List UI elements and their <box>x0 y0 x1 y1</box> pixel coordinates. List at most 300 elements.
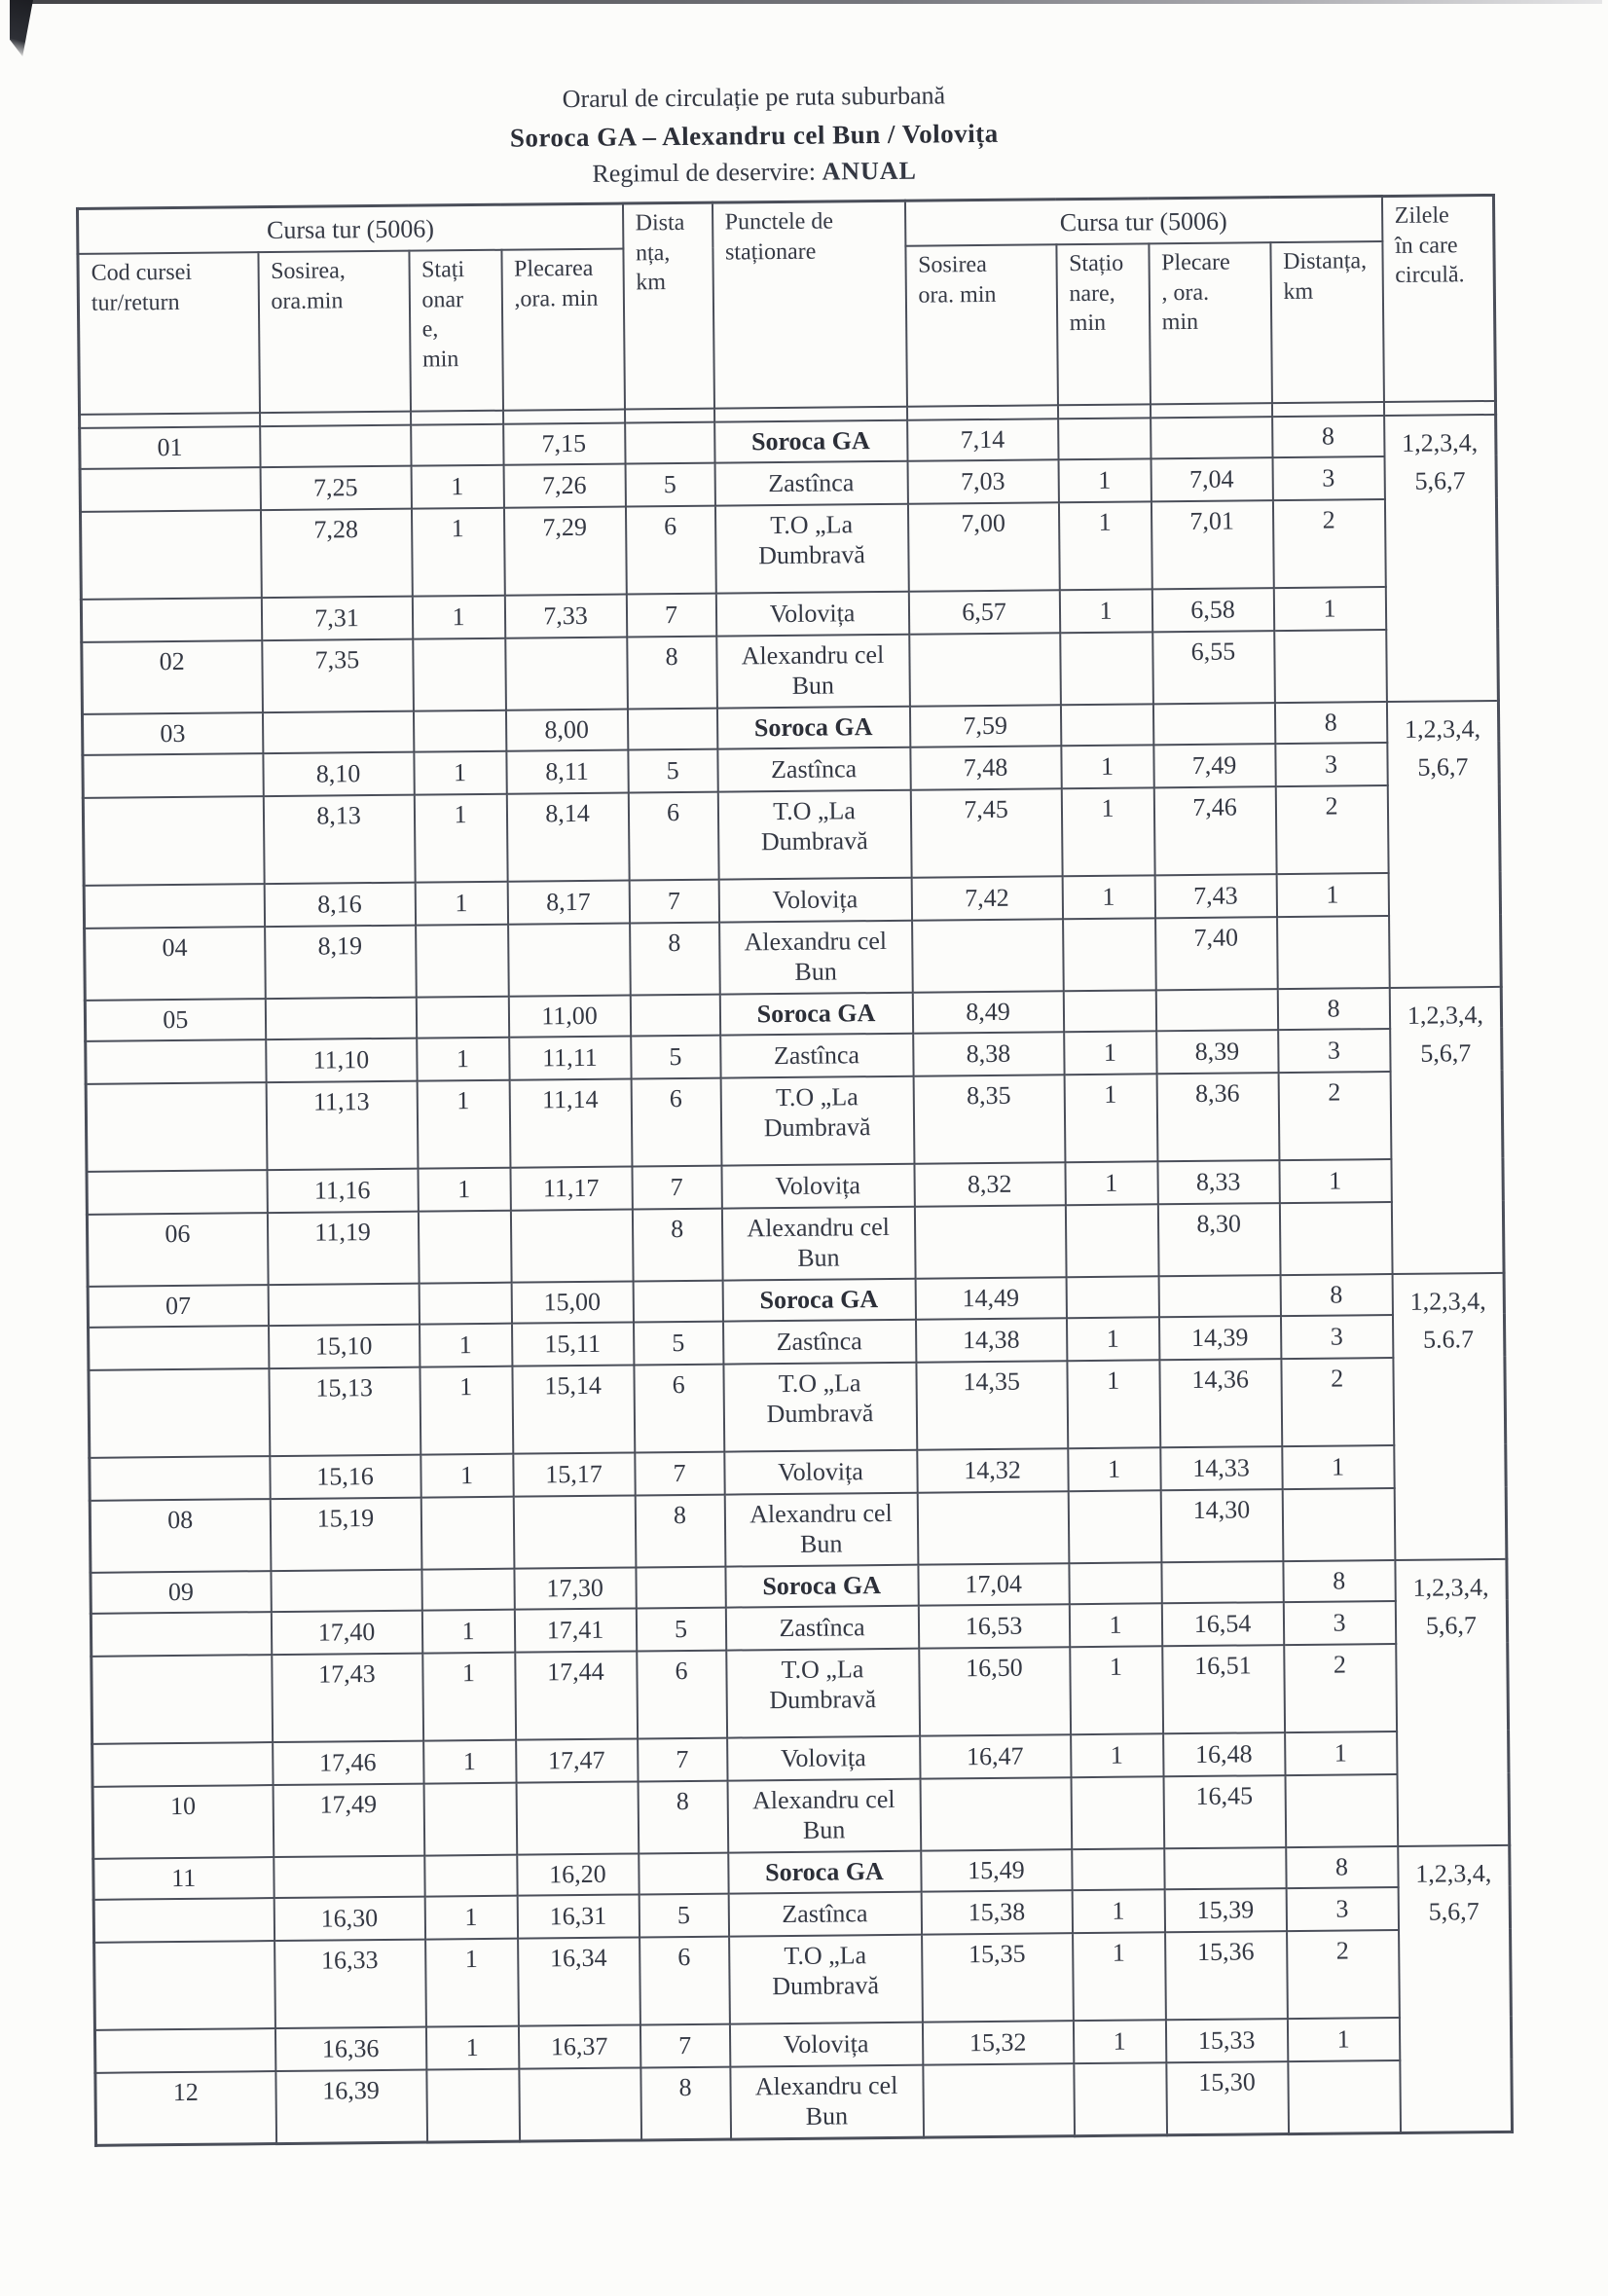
sosirea-tur-cell: 7,28 <box>260 509 412 598</box>
statie-cell: Zastînca <box>728 1892 921 1937</box>
stationare-tur-cell: 1 <box>425 1939 519 2027</box>
cod-cell <box>90 1456 270 1501</box>
distanta-retur-cell: 2 <box>1278 1072 1391 1160</box>
statie-cell: Zastînca <box>714 461 907 506</box>
stationare-retur-cell: 1 <box>1061 745 1153 788</box>
sosirea-retur-cell: 14,35 <box>916 1361 1068 1449</box>
distanta-retur-cell: 2 <box>1284 1644 1397 1732</box>
cod-cell <box>86 1082 267 1172</box>
plecarea-tur-cell: 15,17 <box>513 1452 635 1496</box>
zilele-cell: 1,2,3,4, 5,6,7 <box>1398 1845 1513 2133</box>
sosirea-tur-cell: 11,16 <box>267 1169 418 1213</box>
cod-cell: 12 <box>95 2071 276 2145</box>
stationare-retur-cell <box>1065 1204 1158 1277</box>
stationare-tur-cell: 1 <box>412 596 504 639</box>
stationare-retur-cell <box>1072 1848 1164 1890</box>
cod-cell: 08 <box>90 1499 271 1573</box>
sosirea-retur-cell: 7,45 <box>910 788 1062 877</box>
plecare-retur-cell: 14,39 <box>1159 1316 1281 1360</box>
header-stationare-tur: Stați onar e, min <box>409 250 503 412</box>
header-plecarea-tur: Plecarea ,ora. min <box>501 249 625 411</box>
sosirea-tur-cell <box>265 998 416 1039</box>
distanta-retur-cell: 8 <box>1286 1846 1398 1888</box>
regime-line <box>47 151 1463 194</box>
plecarea-tur-cell <box>519 2067 641 2141</box>
plecare-retur-cell: 16,48 <box>1163 1732 1285 1776</box>
distanta-retur-cell: 3 <box>1281 1315 1393 1359</box>
plecare-retur-cell: 7,40 <box>1155 917 1278 990</box>
sosirea-tur-cell <box>271 1570 421 1612</box>
cod-cell <box>81 598 261 642</box>
distanta-retur-cell <box>1279 1202 1392 1275</box>
stationare-tur-cell <box>420 1497 514 1570</box>
statie-cell: T.O „La Dumbravă <box>726 1649 920 1738</box>
statie-cell: Alexandru cel Bun <box>716 635 910 709</box>
plecare-retur-cell <box>1152 703 1274 745</box>
distanta-tur-cell: 6 <box>626 506 716 595</box>
sosirea-tur-cell: 16,39 <box>275 2070 427 2144</box>
distanta-retur-cell: 1 <box>1282 1445 1394 1489</box>
stationare-retur-cell: 1 <box>1072 1889 1164 1933</box>
stationare-tur-cell <box>418 1211 511 1284</box>
statie-cell: Soroca GA <box>719 993 912 1036</box>
sosirea-retur-cell <box>923 2063 1075 2137</box>
sosirea-retur-cell <box>909 633 1061 706</box>
stationare-retur-cell <box>1066 1276 1158 1318</box>
plecarea-tur-cell <box>513 1495 636 1568</box>
table-row <box>85 915 1502 1001</box>
plecare-retur-cell <box>1151 417 1272 458</box>
plecarea-tur-cell: 15,14 <box>512 1365 635 1453</box>
plecare-retur-cell: 7,04 <box>1151 457 1272 501</box>
distanta-tur-cell <box>636 1567 725 1609</box>
stationare-tur-cell: 1 <box>414 751 506 795</box>
statie-cell: Volovița <box>715 592 908 637</box>
plecarea-tur-cell: 8,14 <box>506 793 629 882</box>
distanta-retur-cell: 2 <box>1272 499 1385 588</box>
distanta-tur-cell: 8 <box>640 2067 731 2140</box>
distanta-retur-cell <box>1282 1488 1395 1561</box>
plecare-retur-cell: 16,54 <box>1161 1602 1283 1646</box>
cod-cell: 04 <box>85 927 266 1001</box>
header-sosirea-retur: Sosirea ora. min <box>905 244 1058 406</box>
cod-cell: 07 <box>88 1285 268 1328</box>
statie-cell: Zastînca <box>720 1034 913 1078</box>
plecarea-tur-cell: 15,00 <box>511 1281 633 1323</box>
distanta-retur-cell: 8 <box>1272 416 1384 457</box>
spacer-cell <box>411 411 503 425</box>
statie-cell: Soroca GA <box>725 1565 918 1608</box>
cod-cell <box>89 1326 269 1370</box>
distanta-retur-cell <box>1285 1774 1398 1847</box>
sosirea-retur-cell: 16,50 <box>919 1647 1071 1735</box>
cod-cell <box>87 1170 267 1215</box>
plecare-retur-cell: 7,01 <box>1151 500 1273 589</box>
spacer-cell <box>1058 404 1151 419</box>
stationare-retur-cell: 1 <box>1065 1161 1157 1205</box>
stationare-tur-cell: 1 <box>424 1896 517 1940</box>
statie-cell: Soroca GA <box>714 420 907 463</box>
statie-cell: Soroca GA <box>728 1851 921 1894</box>
distanta-tur-cell: 7 <box>635 1452 724 1496</box>
distanta-tur-cell: 8 <box>627 637 717 710</box>
cod-cell: 10 <box>92 1785 274 1859</box>
sosirea-retur-cell: 7,14 <box>907 419 1058 460</box>
plecarea-tur-cell <box>516 1781 639 1854</box>
plecare-retur-cell: 15,36 <box>1165 1931 1288 2020</box>
stationare-retur-cell <box>1060 704 1152 746</box>
table-row <box>82 629 1499 714</box>
sosirea-tur-cell: 8,13 <box>263 795 415 884</box>
statie-cell: T.O „La Dumbravă <box>729 1935 923 2024</box>
statie-cell: T.O „La Dumbravă <box>720 1076 914 1166</box>
statie-cell: Zastînca <box>723 1320 916 1365</box>
cod-cell <box>92 1742 273 1787</box>
distanta-tur-cell: 7 <box>629 880 718 924</box>
header-distanta-retur: Distanța, km <box>1270 241 1384 403</box>
distanta-tur-cell: 5 <box>636 1608 725 1652</box>
plecarea-tur-cell: 17,41 <box>514 1608 636 1652</box>
stationare-tur-cell <box>421 1569 514 1611</box>
sosirea-tur-cell: 17,40 <box>271 1611 421 1655</box>
distanta-tur-cell: 6 <box>628 792 718 881</box>
distanta-tur-cell <box>625 422 714 464</box>
sosirea-retur-cell: 15,38 <box>921 1890 1072 1934</box>
plecare-retur-cell: 7,43 <box>1154 874 1276 918</box>
plecare-retur-cell: 14,33 <box>1160 1446 1282 1490</box>
distanta-retur-cell: 8 <box>1283 1560 1395 1602</box>
sosirea-tur-cell: 8,16 <box>264 883 415 927</box>
plecarea-tur-cell: 8,11 <box>506 750 628 794</box>
sosirea-tur-cell: 7,35 <box>262 639 414 712</box>
statie-cell: Alexandru cel Bun <box>724 1493 918 1567</box>
sosirea-tur-cell <box>274 1856 424 1898</box>
plecarea-tur-cell: 8,00 <box>505 710 627 751</box>
stationare-tur-cell: 1 <box>417 1080 510 1169</box>
distanta-tur-cell: 5 <box>631 1036 720 1079</box>
stationare-retur-cell <box>1063 990 1155 1032</box>
stationare-retur-cell: 1 <box>1062 875 1154 919</box>
cod-cell <box>86 1039 266 1084</box>
stationare-tur-cell <box>424 1855 517 1897</box>
plecare-retur-cell: 16,51 <box>1162 1645 1285 1733</box>
sosirea-tur-cell: 8,19 <box>265 926 417 999</box>
plecarea-tur-cell <box>505 638 628 711</box>
stationare-tur-cell <box>426 2069 520 2142</box>
sosirea-retur-cell: 8,35 <box>913 1075 1065 1163</box>
distanta-tur-cell <box>639 1853 728 1895</box>
sosirea-tur-cell: 7,31 <box>261 597 412 640</box>
distanta-tur-cell: 7 <box>626 594 715 638</box>
sosirea-tur-cell: 16,36 <box>274 2027 425 2071</box>
zilele-cell: 1,2,3,4, 5,6,7 <box>1387 701 1502 988</box>
stationare-tur-cell <box>416 997 508 1039</box>
plecarea-tur-cell: 17,44 <box>515 1651 638 1739</box>
zilele-cell: 1,2,3,4, 5,6,7 <box>1389 987 1504 1274</box>
plecarea-tur-cell <box>508 924 631 997</box>
distanta-retur-cell: 2 <box>1281 1358 1394 1446</box>
plecare-retur-cell <box>1164 1847 1286 1889</box>
distanta-retur-cell: 2 <box>1287 1930 1400 2019</box>
distanta-tur-cell: 8 <box>635 1495 725 1568</box>
plecarea-tur-cell: 16,37 <box>518 2024 640 2068</box>
statie-cell: T.O „La Dumbravă <box>717 790 911 880</box>
stationare-tur-cell <box>411 424 503 466</box>
distanta-retur-cell: 1 <box>1273 587 1385 631</box>
stationare-retur-cell <box>1068 1490 1161 1563</box>
plecare-retur-cell: 6,55 <box>1152 631 1275 704</box>
header-puncte-stationare: Punctele de staționare <box>713 200 907 408</box>
sosirea-retur-cell: 14,38 <box>916 1318 1067 1362</box>
plecare-retur-cell: 8,33 <box>1157 1160 1279 1204</box>
distanta-tur-cell: 7 <box>640 2024 729 2068</box>
cod-cell: 01 <box>80 426 260 469</box>
plecarea-tur-cell: 7,33 <box>504 595 626 638</box>
plecarea-tur-cell: 11,11 <box>509 1037 631 1080</box>
sosirea-retur-cell: 16,53 <box>918 1604 1069 1648</box>
spacer-cell <box>503 410 625 424</box>
sosirea-retur-cell: 7,03 <box>907 459 1058 503</box>
distanta-tur-cell: 5 <box>628 749 717 793</box>
sosirea-retur-cell: 15,35 <box>922 1933 1074 2022</box>
table-row <box>90 1487 1507 1573</box>
statie-cell: Volovița <box>724 1450 917 1495</box>
stationare-retur-cell: 1 <box>1067 1360 1160 1448</box>
statie-cell: Alexandru cel Bun <box>730 2065 924 2139</box>
plecarea-tur-cell: 16,20 <box>517 1853 639 1895</box>
stationare-tur-cell: 1 <box>420 1454 513 1498</box>
sosirea-tur-cell: 17,49 <box>273 1784 424 1857</box>
plecare-retur-cell: 15,39 <box>1164 1888 1286 1932</box>
sosirea-tur-cell: 8,10 <box>263 752 414 796</box>
plecarea-tur-cell: 7,29 <box>503 507 626 596</box>
distanta-tur-cell: 8 <box>638 1781 728 1854</box>
cod-cell: 09 <box>91 1571 271 1614</box>
stationare-tur-cell: 1 <box>418 1168 510 1212</box>
header-sosirea-tur: Sosirea, ora.min <box>258 251 411 413</box>
distanta-retur-cell: 3 <box>1286 1887 1398 1931</box>
document-header <box>45 0 1463 194</box>
distanta-retur-cell: 1 <box>1285 1731 1397 1775</box>
cod-cell <box>91 1612 271 1657</box>
plecare-retur-cell: 7,49 <box>1153 744 1275 787</box>
stationare-tur-cell <box>423 1783 517 1856</box>
sosirea-tur-cell: 11,10 <box>266 1039 417 1082</box>
sosirea-tur-cell: 11,13 <box>266 1081 418 1170</box>
cod-cell <box>93 1898 274 1943</box>
cod-cell <box>94 2028 274 2073</box>
distanta-retur-cell: 8 <box>1277 988 1389 1030</box>
plecare-retur-cell: 14,30 <box>1160 1489 1283 1562</box>
spacer-cell <box>1384 401 1496 416</box>
cod-cell <box>94 1941 275 2030</box>
distanta-tur-cell: 5 <box>639 1894 728 1938</box>
statie-cell: Zastînca <box>725 1606 918 1651</box>
plecare-retur-cell: 6,58 <box>1151 588 1273 632</box>
spacer-cell <box>625 409 714 423</box>
sosirea-tur-cell: 15,10 <box>269 1325 420 1368</box>
stationare-tur-cell: 1 <box>422 1653 516 1741</box>
header-distanta-tur: Dista nța, km <box>623 202 714 409</box>
stationare-tur-cell: 1 <box>420 1367 513 1455</box>
sosirea-tur-cell <box>262 711 413 753</box>
stationare-retur-cell: 1 <box>1058 458 1151 502</box>
statie-cell: Volovița <box>718 878 911 923</box>
stationare-tur-cell: 1 <box>423 1740 516 1784</box>
plecare-retur-cell <box>1158 1275 1280 1317</box>
distanta-tur-cell <box>633 1281 722 1323</box>
plecare-retur-cell <box>1155 989 1277 1031</box>
plecare-retur-cell: 15,33 <box>1165 2019 1287 2062</box>
stationare-retur-cell: 1 <box>1070 1646 1163 1734</box>
sosirea-retur-cell <box>920 1777 1072 1850</box>
table-row <box>91 1643 1509 1744</box>
statie-cell: Alexandru cel Bun <box>721 1207 915 1281</box>
statie-cell: Volovița <box>721 1164 914 1209</box>
cod-cell: 03 <box>82 712 262 755</box>
header-cursa-tur: Cursa tur (5006) <box>77 203 622 254</box>
plecarea-tur-cell: 16,31 <box>517 1894 639 1938</box>
sosirea-tur-cell: 15,13 <box>269 1367 420 1456</box>
stationare-tur-cell: 1 <box>415 882 507 926</box>
zilele-cell: 1,2,3,4, 5.6.7 <box>1392 1273 1507 1560</box>
cod-cell: 06 <box>87 1213 268 1287</box>
stationare-tur-cell <box>413 711 505 752</box>
statie-cell: Alexandru cel Bun <box>719 921 913 995</box>
distanta-retur-cell: 3 <box>1275 743 1387 786</box>
stationare-retur-cell: 1 <box>1071 1733 1163 1777</box>
stationare-retur-cell <box>1060 632 1153 705</box>
distanta-retur-cell: 8 <box>1274 702 1386 744</box>
sosirea-retur-cell: 8,32 <box>914 1162 1065 1206</box>
stationare-tur-cell: 1 <box>411 508 504 597</box>
cod-cell <box>91 1655 273 1744</box>
plecarea-tur-cell: 11,14 <box>509 1079 632 1168</box>
distanta-tur-cell: 8 <box>630 923 720 996</box>
plecarea-tur-cell: 7,15 <box>503 423 625 465</box>
stationare-retur-cell <box>1069 1562 1161 1604</box>
header-stationare-retur: Stațio nare, min <box>1056 243 1151 405</box>
plecarea-tur-cell: 8,17 <box>507 881 629 925</box>
table-row <box>94 1929 1512 2030</box>
sosirea-retur-cell: 7,59 <box>909 705 1060 747</box>
plecarea-tur-cell: 17,30 <box>514 1567 636 1609</box>
statie-cell: Soroca GA <box>717 707 910 749</box>
sosirea-retur-cell: 6,57 <box>908 590 1059 634</box>
table-row <box>86 1071 1503 1172</box>
sosirea-tur-cell: 15,19 <box>270 1498 421 1571</box>
distanta-retur-cell: 1 <box>1279 1159 1391 1203</box>
zilele-cell: 1,2,3,4, 5,6,7 <box>1384 415 1499 702</box>
spacer-cell <box>260 412 411 426</box>
plecarea-tur-cell <box>510 1210 633 1283</box>
distanta-retur-cell: 3 <box>1272 456 1384 500</box>
route-title: Soroca GA – Alexandru cel Bun / Volovița <box>509 118 999 153</box>
distanta-tur-cell: 6 <box>634 1365 724 1453</box>
stationare-retur-cell: 1 <box>1069 1603 1161 1647</box>
stationare-tur-cell: 1 <box>420 1324 512 1367</box>
plecarea-tur-cell: 15,11 <box>512 1322 634 1366</box>
sosirea-tur-cell: 16,33 <box>274 1940 426 2028</box>
header-cod-cursei: Cod cursei tur/return <box>78 252 260 415</box>
statie-cell: Soroca GA <box>722 1279 915 1322</box>
distanta-retur-cell: 1 <box>1287 2018 1399 2061</box>
spacer-cell <box>1151 403 1272 418</box>
statie-cell: Volovița <box>729 2023 922 2067</box>
plecarea-tur-cell: 16,34 <box>518 1937 640 2025</box>
cod-cell <box>83 796 264 886</box>
distanta-retur-cell <box>1277 916 1390 989</box>
table-row <box>87 1201 1504 1287</box>
sosirea-retur-cell: 7,00 <box>907 502 1059 591</box>
regime-value: ANUAL <box>822 156 918 186</box>
plecare-retur-cell: 16,45 <box>1163 1775 1286 1848</box>
statie-cell: Volovița <box>727 1736 920 1781</box>
table-row <box>95 2059 1513 2145</box>
stationare-retur-cell: 1 <box>1067 1317 1159 1361</box>
stationare-tur-cell <box>416 925 509 998</box>
sosirea-retur-cell: 16,47 <box>920 1734 1071 1778</box>
cod-cell <box>83 753 263 798</box>
sosirea-tur-cell: 7,25 <box>260 466 411 510</box>
sosirea-retur-cell: 15,32 <box>922 2021 1073 2064</box>
document-title: Orarul de circulație pe ruta suburbană <box>562 81 946 114</box>
distanta-tur-cell: 5 <box>634 1322 723 1366</box>
schedule-table <box>76 194 1514 2147</box>
sosirea-tur-cell: 17,43 <box>272 1654 423 1742</box>
regime-label: Regimul de deservire: <box>592 157 817 188</box>
distanta-tur-cell <box>628 709 717 750</box>
plecare-retur-cell <box>1161 1561 1283 1603</box>
distanta-retur-cell <box>1288 2060 1401 2134</box>
sosirea-retur-cell: 15,49 <box>921 1849 1072 1891</box>
plecare-retur-cell: 15,30 <box>1166 2061 1289 2135</box>
distanta-tur-cell: 6 <box>637 1651 727 1739</box>
distanta-retur-cell: 3 <box>1283 1601 1395 1645</box>
stationare-retur-cell <box>1071 1776 1164 1849</box>
cod-cell <box>89 1368 270 1458</box>
distanta-tur-cell: 6 <box>640 1937 730 2025</box>
stationare-retur-cell <box>1074 2062 1167 2135</box>
spacer-cell <box>1272 402 1384 417</box>
zilele-cell: 1,2,3,4, 5,6,7 <box>1395 1559 1510 1846</box>
sosirea-retur-cell: 7,42 <box>911 876 1062 920</box>
stationare-tur-cell <box>413 638 506 711</box>
sosirea-tur-cell: 15,16 <box>270 1455 420 1499</box>
plecare-retur-cell: 14,36 <box>1159 1359 1282 1447</box>
spacer-cell <box>907 405 1058 419</box>
statie-cell: T.O „La Dumbravă <box>723 1363 917 1452</box>
distanta-retur-cell: 3 <box>1278 1029 1390 1073</box>
stationare-retur-cell: 1 <box>1073 1932 1166 2021</box>
sosirea-retur-cell <box>914 1205 1066 1278</box>
table-row <box>89 1357 1506 1458</box>
cod-cell: 05 <box>85 999 265 1041</box>
plecarea-tur-cell: 11,17 <box>510 1167 632 1211</box>
sosirea-tur-cell <box>260 425 411 467</box>
distanta-tur-cell <box>630 995 719 1037</box>
cod-cell <box>84 884 264 929</box>
distanta-retur-cell: 1 <box>1276 873 1388 917</box>
sosirea-tur-cell: 17,46 <box>273 1741 423 1785</box>
sosirea-retur-cell <box>912 919 1064 992</box>
stationare-tur-cell: 1 <box>414 794 507 883</box>
stationare-tur-cell: 1 <box>417 1038 509 1081</box>
stationare-tur-cell: 1 <box>425 2026 518 2070</box>
stationare-tur-cell: 1 <box>421 1610 514 1654</box>
plecarea-tur-cell: 11,00 <box>508 996 630 1038</box>
plecare-retur-cell: 7,46 <box>1153 786 1276 875</box>
